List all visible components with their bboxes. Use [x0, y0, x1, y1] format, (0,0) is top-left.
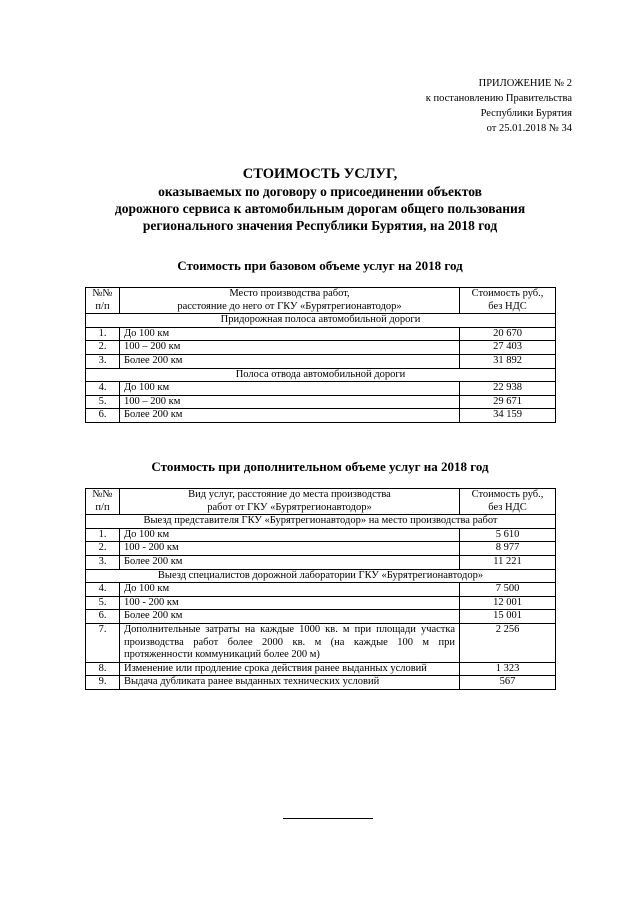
table-row: 5. 100 - 200 км 12 001: [86, 596, 556, 610]
header-number: №№ п/п: [86, 489, 120, 515]
table-row: 2. 100 - 200 км 8 977: [86, 542, 556, 556]
table-row: 7. Дополнительные затраты на каждые 1000 кв. м при площади участка производства работ более 2000 кв. м (на каждые 100 м при протяженности коммуникаций более 200 м) 2 256: [86, 623, 556, 662]
group-row: Выезд представителя ГКУ «Бурятрегионавтодор» на место производства работ: [86, 515, 556, 529]
base-cost-table: [85, 287, 556, 423]
table-row: 9. Выдача дубликата ранее выданных технических условий 567: [86, 676, 556, 690]
appendix-line: Республики Бурятия: [480, 108, 572, 119]
section-title-additional: Стоимость при дополнительном объеме услуг на 2018 год: [151, 459, 489, 474]
table-row: 8. Изменение или продление срока действия ранее выданных условий 1 323: [86, 662, 556, 676]
header-price: Стоимость руб., без НДС: [460, 288, 556, 314]
table-row: 2. 100 – 200 км 27 403: [86, 341, 556, 355]
title-line: СТОИМОСТЬ УСЛУГ,: [242, 166, 398, 182]
table-header-row: [86, 489, 556, 515]
appendix-line: ПРИЛОЖЕНИЕ № 2: [478, 78, 572, 89]
group-row: Выезд специалистов дорожной лаборатории ГКУ «Бурятрегионавтодор»: [86, 569, 556, 583]
table-row: 1. До 100 км 5 610: [86, 528, 556, 542]
table-row: 4. До 100 км 22 938: [86, 382, 556, 396]
additional-cost-table: [85, 488, 556, 690]
table-row: 5. 100 – 200 км 29 671: [86, 395, 556, 409]
title-line: дорожного сервиса к автомобильным дорогам общего пользования: [114, 201, 526, 216]
table-row: 6. Более 200 км 15 001: [86, 610, 556, 624]
group-row: Придорожная полоса автомобильной дороги: [86, 314, 556, 328]
header-place: Место производства работ, расстояние до него от ГКУ «Бурятрегионавтодор»: [120, 288, 460, 314]
table-row: 3. Более 200 км 31 892: [86, 354, 556, 368]
group-row: Полоса отвода автомобильной дороги: [86, 368, 556, 382]
table-row: 4. До 100 км 7 500: [86, 583, 556, 597]
table-row: 6. Более 200 км 34 159: [86, 409, 556, 423]
table-row: 1. До 100 км 20 670: [86, 327, 556, 341]
table-row: 3. Более 200 км 11 221: [86, 555, 556, 569]
header-price: Стоимость руб., без НДС: [460, 489, 556, 515]
footer-divider: [283, 818, 373, 819]
appendix-line: от 25.01.2018 № 34: [486, 123, 572, 134]
appendix-header: [332, 76, 572, 136]
title-line: оказываемых по договору о присоединении объектов: [158, 184, 482, 199]
table-header-row: [86, 288, 556, 314]
appendix-line: к постановлению Правительства: [425, 93, 572, 104]
header-number: №№ п/п: [86, 288, 120, 314]
title-line: регионального значения Республики Бурятия, на 2018 год: [142, 218, 498, 233]
header-kind: Вид услуг, расстояние до места производства работ от ГКУ «Бурятрегионавтодор»: [120, 489, 460, 515]
document-title: [60, 166, 580, 234]
section-title-base: Стоимость при базовом объеме услуг на 2018 год: [177, 258, 463, 273]
